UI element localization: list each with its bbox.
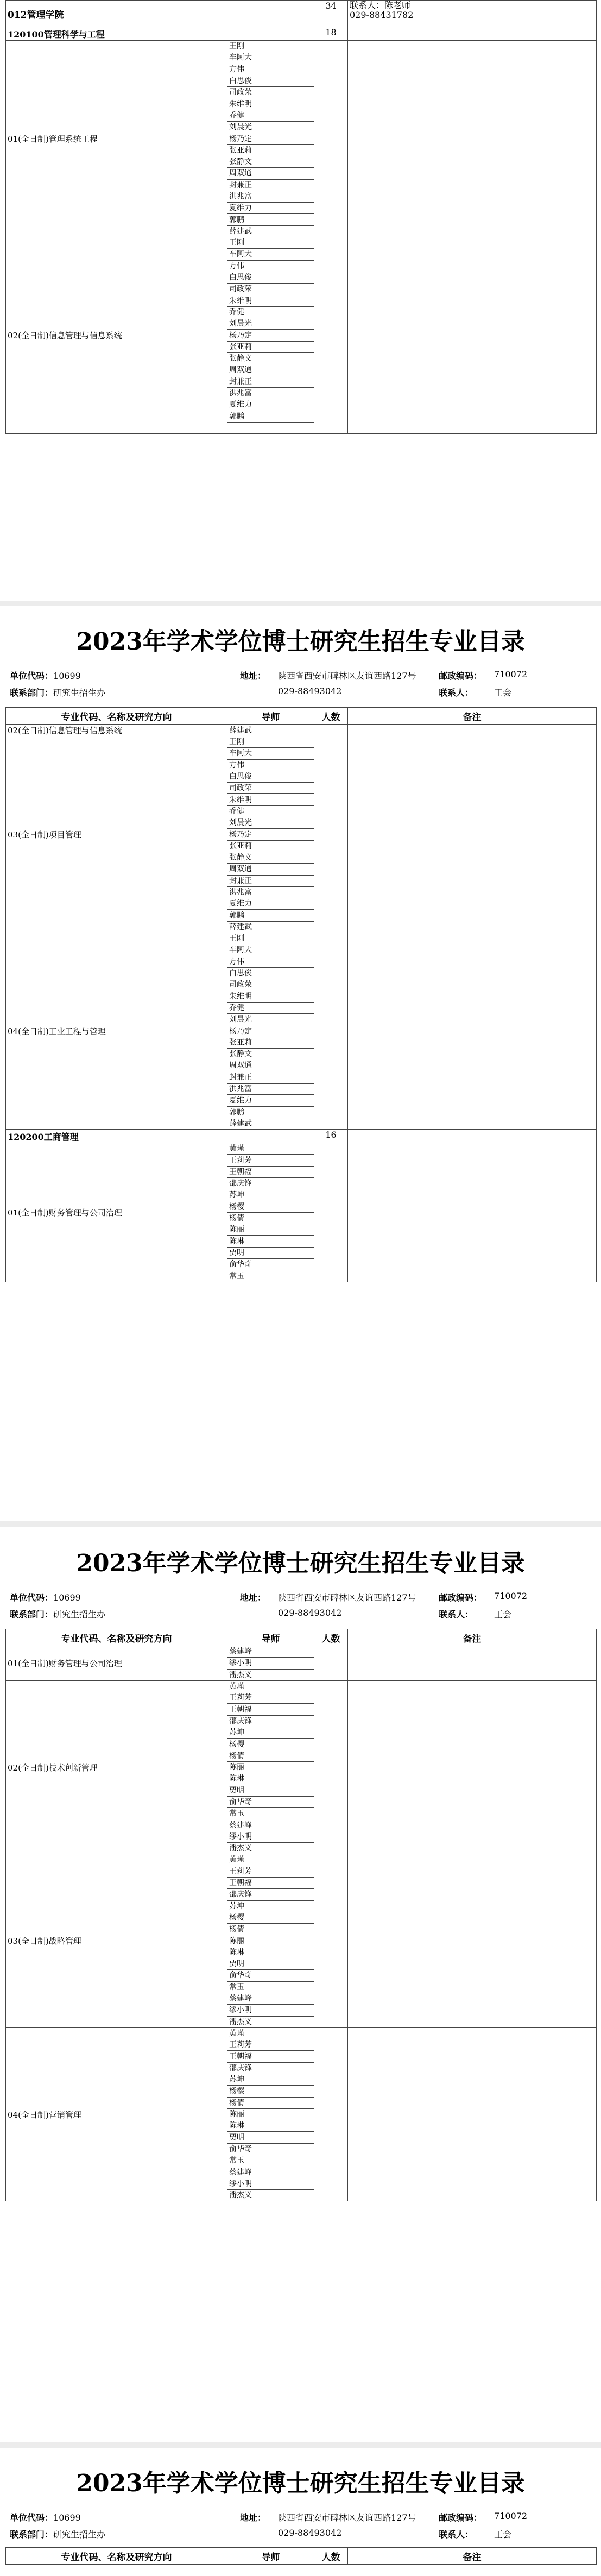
- tutor-name: 白思俊: [227, 272, 314, 283]
- info-line-1: 单位代码：10699: [10, 671, 81, 681]
- tutor-name: 司政荣: [227, 783, 314, 794]
- research-direction: 02(全日制)信息管理与信息系统: [6, 237, 227, 434]
- tutor-name: 白思俊: [227, 967, 314, 979]
- tutor-name: 杨乃定: [227, 330, 314, 341]
- tutor-name: 黄瑾: [227, 1143, 314, 1155]
- tutor-name: 陈丽: [227, 1761, 314, 1773]
- tutor-name: 杨倩: [227, 1212, 314, 1224]
- tutor-name: 周双通: [227, 168, 314, 179]
- header-major: 专业代码、名称及研究方向: [6, 708, 227, 725]
- tutor-name: 张静文: [227, 156, 314, 167]
- tutor-name: 潘杰义: [227, 1669, 314, 1680]
- tutor-name: 郭鹏: [227, 910, 314, 921]
- tutor-name: 王朝福: [227, 2051, 314, 2062]
- count-cell: [314, 725, 348, 736]
- tutor-name: 陈丽: [227, 1935, 314, 1947]
- count-cell: [314, 41, 348, 237]
- tutor-name: 邵庆锋: [227, 2062, 314, 2074]
- research-direction: 02(全日制)信息管理与信息系统: [6, 725, 227, 736]
- tutor-name: 蔡建峰: [227, 1819, 314, 1831]
- page-title: 2023年学术学位博士研究生招生专业目录: [76, 1550, 525, 1577]
- tutor-name: 苏坤: [227, 1900, 314, 1912]
- tutor-name: 贾明: [227, 2132, 314, 2143]
- research-direction: 04(全日制)工业工程与管理: [6, 933, 227, 1130]
- tutor-name: 潘杰义: [227, 2189, 314, 2201]
- tutor-name: 缪小明: [227, 1831, 314, 1842]
- count-cell: [314, 2027, 348, 2201]
- tutor-name: 王朝福: [227, 1166, 314, 1177]
- tutor-name: 刘晨光: [227, 318, 314, 330]
- tutor-name: 朱维明: [227, 295, 314, 306]
- tutor-name: 王朝福: [227, 1704, 314, 1715]
- tutor-name: 方伟: [227, 956, 314, 967]
- tutor-name: 车阿大: [227, 944, 314, 956]
- tutor-name: 薛建武: [227, 225, 314, 237]
- note-cell: [348, 1680, 597, 1854]
- tutor-name: 郭鹏: [227, 411, 314, 422]
- tutor-name: 王刚: [227, 736, 314, 748]
- tutor-name: 车阿大: [227, 52, 314, 64]
- tutor-name: 俞华奇: [227, 1259, 314, 1270]
- tutor-name: 王刚: [227, 237, 314, 249]
- tutor-name: 洪兆富: [227, 387, 314, 399]
- tutor-name: 王莉芳: [227, 1692, 314, 1704]
- tutor-name: 俞华奇: [227, 1796, 314, 1807]
- header-count: 人数: [314, 708, 348, 725]
- major-count: 16: [314, 1130, 348, 1143]
- info-line-2: 联系部门：研究生招生办: [10, 688, 106, 698]
- tutor-name: 郭鹏: [227, 214, 314, 225]
- tutor-name: 杨樱: [227, 2086, 314, 2097]
- tutor-name: 封兼正: [227, 179, 314, 191]
- tutor-name: 王莉芳: [227, 1866, 314, 1877]
- count-cell: [314, 1646, 348, 1681]
- research-direction: 04(全日制)营销管理: [6, 2027, 227, 2201]
- count-cell: [314, 1854, 348, 2027]
- tutor-name: 杨樱: [227, 1739, 314, 1750]
- note-cell: [348, 237, 597, 434]
- count-cell: [314, 237, 348, 434]
- tutor-name: 司政荣: [227, 979, 314, 991]
- tutor-name: 郭鹏: [227, 1106, 314, 1118]
- tutor-name: 杨樱: [227, 1201, 314, 1212]
- school-note: 联系人：陈老师 029-88431782: [348, 1, 597, 27]
- note-cell: [348, 1143, 597, 1282]
- tutor-name: 乔健: [227, 805, 314, 817]
- tutor-name: 缪小明: [227, 2178, 314, 2189]
- research-direction: 01(全日制)管理系统工程: [6, 41, 227, 237]
- tutor-name: 杨倩: [227, 1924, 314, 1935]
- tutor-name: 朱维明: [227, 991, 314, 1002]
- tutor-name: 陈丽: [227, 2108, 314, 2120]
- note-cell: [348, 933, 597, 1130]
- research-direction: 03(全日制)战略管理: [6, 1854, 227, 2027]
- tutor-name: 夏维力: [227, 399, 314, 411]
- tutor-name: 陈琳: [227, 1773, 314, 1785]
- note-cell: [348, 736, 597, 933]
- count-cell: [314, 736, 348, 933]
- tutor-name: 薛建武: [227, 921, 314, 933]
- tutor-name: 苏坤: [227, 1727, 314, 1739]
- tutor-name: 王朝福: [227, 1877, 314, 1888]
- tutor-name: 蔡建峰: [227, 1646, 314, 1658]
- tutor-name: 缪小明: [227, 1658, 314, 1669]
- tutor-name: 乔健: [227, 306, 314, 318]
- research-direction: 03(全日制)项目管理: [6, 736, 227, 933]
- tutor-name: 常玉: [227, 1981, 314, 1993]
- tutor-name: 张静文: [227, 1049, 314, 1060]
- tutor-name: 夏维力: [227, 1095, 314, 1106]
- tutor-name: 陈丽: [227, 1224, 314, 1236]
- tutor-name: 潘杰义: [227, 1843, 314, 1854]
- tutor-name: 洪兆富: [227, 886, 314, 898]
- tutor-name: 方伟: [227, 64, 314, 75]
- tutor-name: 封兼正: [227, 376, 314, 387]
- tutor-name: 邵庆锋: [227, 1715, 314, 1727]
- catalog-table-page1: [5, 0, 597, 434]
- header-note: 备注: [348, 708, 597, 725]
- tutor-name: 杨倩: [227, 2097, 314, 2108]
- page-title: 2023年学术学位博士研究生招生专业目录: [76, 628, 525, 656]
- tutor-name: 夏维力: [227, 203, 314, 214]
- tutor-name: 黄瑾: [227, 1680, 314, 1692]
- tutor-name: 黄瑾: [227, 1854, 314, 1866]
- count-cell: [314, 1143, 348, 1282]
- tutor-name: 车阿大: [227, 748, 314, 759]
- tutor-name: 封兼正: [227, 875, 314, 886]
- tutor-name: 司政荣: [227, 87, 314, 98]
- note-cell: [348, 41, 597, 237]
- tutor-name: 杨樱: [227, 1912, 314, 1923]
- tutor-name: 方伟: [227, 759, 314, 771]
- tutor-name: 杨乃定: [227, 1025, 314, 1037]
- tutor-name: 常玉: [227, 1270, 314, 1282]
- major-count: 18: [314, 27, 348, 41]
- tutor-name: 常玉: [227, 1808, 314, 1819]
- tutor-name: 车阿大: [227, 249, 314, 260]
- tutor-name: 周双通: [227, 864, 314, 875]
- tutor-name: 白思俊: [227, 771, 314, 782]
- tutor-name: 蔡建峰: [227, 2166, 314, 2178]
- count-cell: [314, 933, 348, 1130]
- tutor-name: 王刚: [227, 933, 314, 944]
- tutor-name: 司政荣: [227, 284, 314, 295]
- page-gap: [0, 601, 601, 606]
- note-cell: [348, 2027, 597, 2201]
- tutor-name: 周双通: [227, 364, 314, 376]
- tutor-name: 薛建武: [227, 1118, 314, 1129]
- tutor-name: 张亚莉: [227, 144, 314, 156]
- tutor-name: 蔡建峰: [227, 1993, 314, 2004]
- tutor-name: 张亚莉: [227, 840, 314, 852]
- tutor-name: 洪兆富: [227, 1083, 314, 1094]
- note-cell: [348, 725, 597, 736]
- tutor-name: 杨乃定: [227, 829, 314, 840]
- tutor-name: 王莉芳: [227, 2039, 314, 2051]
- tutor-name: 乔健: [227, 1002, 314, 1013]
- tutor-name: 刘晨光: [227, 1014, 314, 1025]
- research-direction: 01(全日制)财务管理与公司治理: [6, 1646, 227, 1681]
- tutor-name: 王莉芳: [227, 1155, 314, 1166]
- tutor-name: 苏坤: [227, 2074, 314, 2085]
- page-title: 2023年学术学位博士研究生招生专业目录: [76, 2470, 525, 2497]
- header-tutor: 导师: [227, 708, 314, 725]
- catalog-table-page2: [5, 707, 597, 1282]
- catalog-table-page3: 专业代码、名称及研究方向 导师 人数 备注 01(全日制)财务管理与公司治理 蔡建峰 缪小明 潘杰义 02(全日制)技术创新管理 黄瑾 王莉芳 王朝福 邵庆锋 苏坤 杨樱 杨倩 陈丽 陈琳 贾明 俞华奇 常玉 蔡建峰 缪小明 潘杰义 03(全日制)战略管理 黄瑾 王莉芳 王朝福 邵庆锋 苏坤 杨樱 杨倩 陈丽 陈琳 贾明 俞华奇 常玉 蔡建峰 缪小明 潘杰义 04(全日制)营销管理 黄瑾 王莉芳 王朝福 邵庆锋 苏坤 杨樱 杨倩 陈丽 陈琳 贾明 俞华奇 常玉 蔡建峰 缪小明 潘杰义: [5, 1629, 597, 2201]
- tutor-name: 张静文: [227, 353, 314, 364]
- tutor-name: 方伟: [227, 260, 314, 272]
- tutor-name: 薛建武: [227, 725, 314, 736]
- tutor-name: 贾明: [227, 1785, 314, 1796]
- tutor-name: 刘晨光: [227, 817, 314, 829]
- tutor-name: 潘杰义: [227, 2016, 314, 2027]
- tutor-name: 朱维明: [227, 794, 314, 805]
- tutor-name: 俞华奇: [227, 2143, 314, 2155]
- tutor-name: 朱维明: [227, 98, 314, 110]
- school-name: 012管理学院: [6, 1, 227, 27]
- tutor-name: 常玉: [227, 2155, 314, 2166]
- tutor-name: 黄瑾: [227, 2027, 314, 2039]
- tutor-name: 乔健: [227, 110, 314, 121]
- page-gap: [0, 1521, 601, 1527]
- tutor-name: 白思俊: [227, 75, 314, 86]
- school-count: 34: [314, 1, 348, 27]
- tutor-name: 王刚: [227, 41, 314, 52]
- tutor-name: 封兼正: [227, 1072, 314, 1083]
- tutor-name: 张静文: [227, 852, 314, 863]
- note-cell: [348, 1854, 597, 2027]
- tutor-name: 贾明: [227, 1958, 314, 1970]
- catalog-table-page4: 专业代码、名称及研究方向 导师 人数 备注: [5, 2547, 597, 2565]
- tutor-name: 陈琳: [227, 1947, 314, 1958]
- tutor-name: 缪小明: [227, 2005, 314, 2016]
- tutor-name: 陈琳: [227, 2120, 314, 2132]
- tutor-name: 苏坤: [227, 1189, 314, 1201]
- note-cell: [348, 1646, 597, 1681]
- tutor-name: 刘晨光: [227, 122, 314, 133]
- tutor-name: 洪兆富: [227, 191, 314, 202]
- tutor-name: 陈琳: [227, 1236, 314, 1247]
- tutor-name: 杨倩: [227, 1750, 314, 1761]
- major-name: 120200工商管理: [6, 1130, 227, 1143]
- tutor-name: 夏维力: [227, 898, 314, 910]
- tutor-name: 张亚莉: [227, 341, 314, 352]
- page-gap: [0, 2442, 601, 2448]
- research-direction: 01(全日制)财务管理与公司治理: [6, 1143, 227, 1282]
- research-direction: 02(全日制)技术创新管理: [6, 1680, 227, 1854]
- tutor-name: 邵庆锋: [227, 1889, 314, 1900]
- tutor-name: 贾明: [227, 1247, 314, 1258]
- tutor-name: 杨乃定: [227, 133, 314, 144]
- tutor-name: 周双通: [227, 1060, 314, 1072]
- tutor-name: 俞华奇: [227, 1970, 314, 1981]
- tutor-name: 邵庆锋: [227, 1177, 314, 1189]
- count-cell: [314, 1680, 348, 1854]
- major-name: 120100管理科学与工程: [6, 27, 227, 41]
- tutor-name: 张亚莉: [227, 1037, 314, 1048]
